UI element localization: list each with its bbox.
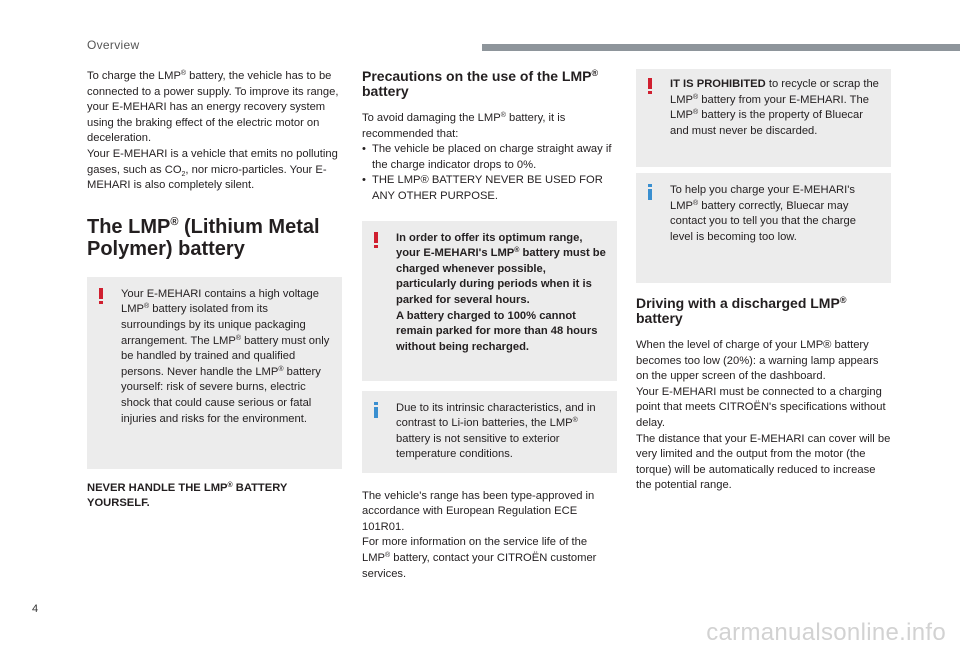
warning-text-2: A battery charged to 100% cannot remain parked for more than 48 hours without being recharged. <box>396 309 598 353</box>
info-text: To help you charge your E-MEHARI's LMP® battery correctly, Bluecar may contact you to tell you that the charge level is becoming too low. <box>670 184 856 243</box>
info-box-temperature <box>362 391 617 473</box>
warning-icon <box>648 78 652 93</box>
watermark: carmanualsonline.info <box>706 619 946 646</box>
section-title: Overview <box>87 38 140 52</box>
range-reduction-paragraph: The distance that your E-MEHARI can cover will be very limited and the output from the motor (the torque) will be automatically reduced to increase the potential range. <box>636 432 891 492</box>
info-box-charge-contact <box>636 173 891 283</box>
info-icon <box>374 402 378 418</box>
connect-paragraph: Your E-MEHARI must be connected to a charging point that meets CITROËN's specifications without delay. <box>636 385 886 429</box>
intro-paragraph-1: To charge the LMP® battery, the vehicle has to be connected to a power supply. To improve its range, your E-MEHARI has an energy recovery system using the braking effect of the electric motor on deceleration. <box>87 70 339 145</box>
warning-text: Your E-MEHARI contains a high voltage LMP® battery isolated from its surroundings by its unique packaging arrangement. The LMP® battery must only be handled by trained and qualified persons. Never handle the LMP® battery yourself: risk of severe burns, electric shock that could cause serious or fatal injuries and risks for the environment. <box>121 287 330 425</box>
recommendation-list <box>362 142 617 204</box>
page-number: 4 <box>32 603 39 615</box>
service-life-paragraph: For more information on the service life of the LMP® battery, contact your CITROËN customer services. <box>362 536 597 580</box>
warning-icon <box>374 232 378 247</box>
lmp-battery-heading: The LMP® (Lithium Metal Polymer) battery <box>87 215 320 260</box>
discharge-paragraph: When the level of charge of your LMP® battery becomes too low (20%): a warning lamp appears on the upper screen of the dashboard. <box>636 339 879 383</box>
never-handle-notice: NEVER HANDLE THE LMP® BATTERY YOURSELF. <box>87 481 288 510</box>
header-bar <box>482 44 960 51</box>
precautions-heading: Precautions on the use of the LMP® battery <box>362 68 599 99</box>
warning-text: IT IS PROHIBITED to recycle or scrap the LMP® battery from your E-MEHARI. The LMP® battery is the property of Bluecar and must never be discarded. <box>670 78 879 137</box>
discharged-heading: Driving with a discharged LMP® battery <box>636 295 847 326</box>
intro-paragraph-2: Your E-MEHARI is a vehicle that emits no polluting gases, such as $CO_2$, nor micro-particles. Your E-MEHARI is also completely silent. <box>87 147 338 192</box>
warning-text: In order to offer its optimum range, your E-MEHARI's LMP® battery must be charged whenever possible, particularly during periods when it is parked for several hours. <box>396 231 606 306</box>
warning-box-handling <box>87 277 342 469</box>
column-2 <box>362 69 617 582</box>
list-item: • THE LMP® BATTERY NEVER BE USED FOR ANY OTHER PURPOSE. <box>362 173 617 204</box>
column-1 <box>87 69 342 512</box>
warning-icon <box>99 288 103 303</box>
info-text: Due to its intrinsic characteristics, and in contrast to Li-ion batteries, the LMP® battery is not sensitive to exterior temperature conditions. <box>396 401 596 461</box>
list-item: • The vehicle be placed on charge straight away if the charge indicator drops to 0%. <box>362 142 617 173</box>
warning-box-charging <box>362 221 617 381</box>
column-3 <box>636 69 891 494</box>
range-paragraph: The vehicle's range has been type-approved in accordance with European Regulation ECE 101R01. <box>362 489 595 533</box>
warning-box-recycling <box>636 69 891 167</box>
avoid-damage-text: To avoid damaging the LMP® battery, it is recommended that: <box>362 112 566 140</box>
info-icon <box>648 184 652 200</box>
